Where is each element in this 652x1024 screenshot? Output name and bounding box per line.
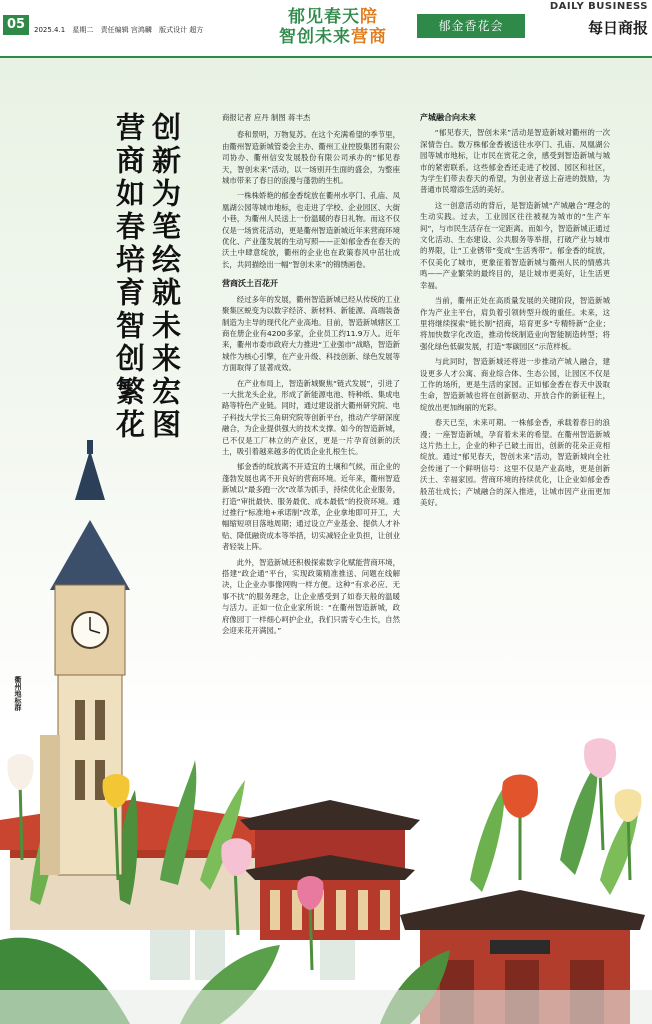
masthead-english: DAILY BUSINESS (549, 1, 648, 12)
issue-date: 2025.4.1 (34, 26, 66, 34)
headline-line1: 创新为笔绘就未来宏图 (148, 112, 182, 442)
designer-credit: 版式设计 超方 (159, 26, 204, 34)
issue-weekday: 星期二 (72, 26, 94, 34)
page-header (0, 0, 652, 58)
section-heading: 产城融合向未来 (420, 113, 476, 122)
paragraph: 春和景明，万物复苏。在这个充满希望的季节里，由衢州智造新城管委会主办、衢州工业控股集团有限公司协办、衢州信安发展股份有限公司承办的“郁见春天，智创未来”活动，以一场别开生面的盛会，为整座城市带来了春日的浪漫与蓬勃的生机。 (222, 130, 400, 186)
paragraph: 当前，衢州正处在高质量发展的关键阶段，智造新城作为产业主平台，肩负着引领转型升级的重任。未来，这里将继续探索“链长制”招商，培育更多“专精特新”企业；将加快数字化改造，推动传统制造业向智能制造转型；将强化绿色低碳发展，打造“零碳园区”示范样板。 (420, 296, 610, 351)
event-logo-text (258, 7, 408, 47)
headline-line2: 营商如春培育智创繁花 (112, 112, 146, 442)
page-number: 05 (3, 15, 29, 35)
logo-line1-accent: 陪 (360, 7, 378, 27)
paragraph: 经过多年的发展，衢州智造新城已经从传统的工业聚集区蜕变为以数字经济、新材料、新能源、高端装备制造为主导的现代化产业高地。目前，智造新城辖区工商在册企业有4200多家，企业员工约11.9万人。近年来，衢州市委市政府大力推进“工业强市”战略，智造新城作为核心引擎，在产业升级、科技创新、绿色发展等方面取得了显著成效。 (222, 294, 400, 373)
paragraph: “郁见春天，智创未来”活动是智造新城对衢州的一次深情告白。数万株郁金香被送往水亭门、孔庙、凤凰湖公园等城市地标，让市民在赏花之余，感受到智造新城与城市的紧密联系。这些郁金香还走进了校园、园区和社区，为学生们带去春天的希望，为创业者送上奋进的鼓励，为普通市民增添生活的美好。 (420, 128, 610, 195)
paragraph: 郁金香的绽放离不开适宜的土壤和气候，而企业的蓬勃发展也离不开良好的营商环境。近年来，衢州智造新城以“最多跑一次”改革为抓手，持续优化企业服务，打造“审批最快、服务最优、成本最低”的投资环境。通过推行“标准地+承诺制”改革，企业拿地即可开工，大幅缩短项目落地周期；通过设立产业基金、提供人才补贴、降低融资成本等举措，切实减轻企业负担，让创业者轻装上阵。 (222, 462, 400, 552)
landmark-caption: 衢州地标群 (14, 676, 22, 711)
logo-line2-accent: 营商 (351, 27, 387, 47)
article-column-left (222, 112, 400, 640)
paragraph: 春天已至，未来可期。一株郁金香，承载着春日的浪漫；一座智造新城，孕育着未来的希望。在衢州智造新城这片热土上，企业的种子已破土而出，创新的花朵正竞相绽放。通过“郁见春天，智创未来”活动，智造新城向全社会传递了一个鲜明信号：这里不仅是产业高地，更是创新沃土、幸福家园。营商环境的持续优化，让企业如郁金香般茁壮成长；产城融合的深入推进，让城市因产业而更加美好。 (420, 418, 610, 507)
paragraph: 在产业布局上，智造新城聚焦“链式发展”，引进了一大批龙头企业，形成了新能源电池、特种纸、集成电路等特色产业链。同时，通过建设浙大衢州研究院、电子科技大学长三角研究院等创新平台，推动产学研深度融合，为企业提供强大的技术支撑。如今的智造新城，已不仅是工厂林立的产业区，更是一片孕育创新的沃土，吸引着越来越多的优质企业扎根生长。 (222, 378, 400, 456)
logo-line2: 智创未来 (279, 27, 351, 47)
byline: 商报记者 应丹 制图 蒋丰杰 (222, 113, 311, 122)
header-meta (34, 25, 208, 35)
article-column-right (420, 112, 610, 512)
event-logo (258, 2, 408, 52)
editor-credit: 责任编辑 宫鸿麟 (100, 26, 152, 34)
paragraph: 这一创意活动的背后，是智造新城“产城融合”理念的生动实践。过去，工业园区往往被视为城市的“生产车间”，与市民生活存在一定距离。而如今，智造新城正通过文化活动、生态建设、公共服务等举措，打破产业与城市的界限，让“工业锈带”变成“生活秀带”。郁金香的绽放，不仅美化了城市，更象征着智造新城与衢州人民的情感共鸣——产业繁荣的最终目的，是让城市更美好，让生活更幸福。 (420, 200, 610, 290)
paragraph: 与此同时，智造新城还将进一步推动产城人融合，建设更多人才公寓、商业综合体、生态公园，让园区不仅是工作的场所，更是生活的家园。正如郁金香在春天中汲取生命，智造新城也将在创新驱动、开放合作的新征程上，绽放出更加绚丽的光彩。 (420, 357, 610, 412)
paragraph: 此外，智造新城还积极探索数字化赋能营商环境，搭建“政企通”平台，实现政策精准推送、问题在线解决，让企业办事像网购一样方便。这种“有求必应、无事不扰”的服务理念，让企业感受到了如春天般的温暖与活力。正如一位企业家所说：“在衢州智造新城，政府像园丁一样细心呵护企业，我们只需专心生长，自然会迎来花开满园。” (222, 557, 400, 636)
section-tag: 郁金香花会 (417, 14, 525, 38)
central-pavilion (240, 800, 420, 940)
section-heading: 营商沃土百花开 (222, 279, 278, 289)
masthead-chinese: 每日商报 (587, 19, 648, 37)
paragraph: 一株株娇艳的郁金香绽放在衢州水亭门、孔庙、凤凰湖公园等城市地标，也走进了学校、企业园区、大街小巷，为衢州人民送上一份温暖的春日礼物。而这不仅仅是一场赏花活动，更是衢州智造新城近年来营商环境优化、产业蓬发展的生动写照——正如郁金香在春天的沃土中肆意绽放，衢州的企业也在政策春风中茁壮成长，共同描绘出一幅“智创未来”的锦绣画卷。 (222, 191, 400, 269)
logo-line1: 郁见春天 (288, 7, 360, 27)
